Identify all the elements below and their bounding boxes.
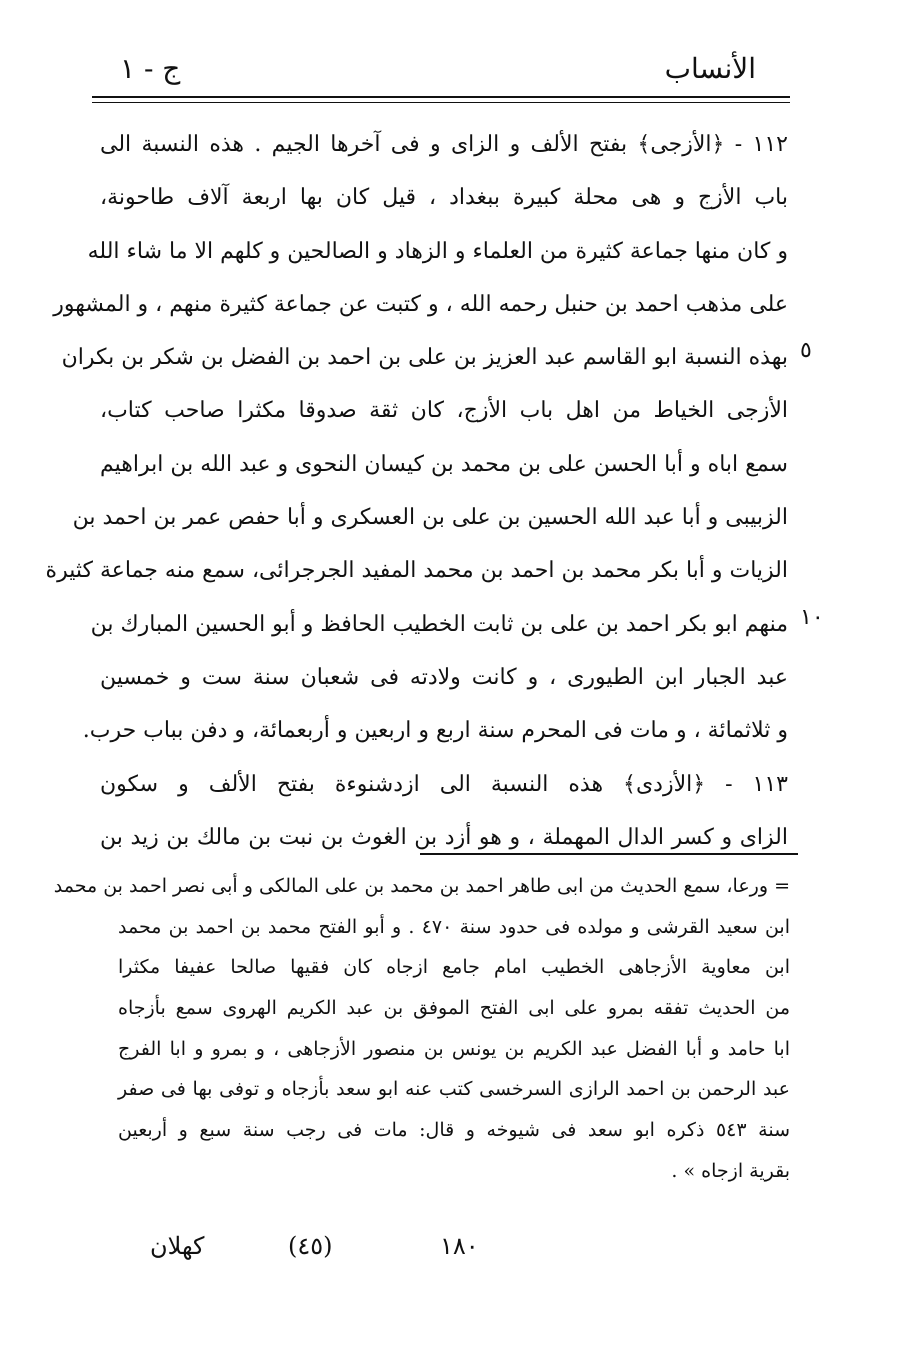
text-line: عبد الجبار ابن الطيورى ، و كانت ولادته فى شعبان سنة ست و خمسين	[100, 664, 788, 690]
header-rule-thin	[92, 102, 790, 103]
signature-mark: (٤٥)	[288, 1232, 333, 1260]
section-name: كهلان	[150, 1232, 205, 1260]
text-line: الزبيبى و أبا عبد الله الحسين بن على بن العسكرى و أبا حفص عمر بن احمد بن	[72, 505, 788, 531]
footnote-line: ابا حامد و أبا الفضل عبد الكريم بن يونس بن منصور الأزجاهى ، و بمرو و ابا الفرج	[118, 1037, 790, 1060]
main-text	[45, 118, 788, 864]
text-line: و ثلاثمائة ، و مات فى المحرم سنة اربع و اربعين و أربعمائة، و دفن بباب حرب.	[82, 718, 788, 744]
line-number-5: ٥	[800, 338, 812, 363]
header-rule	[92, 96, 790, 98]
text-line: سمع اباه و أبا الحسن على بن محمد بن كيسان النحوى و عبد الله بن ابراهيم	[100, 451, 788, 477]
footnote-line: عبد الرحمن بن احمد الرازى السرخسى كتب عنه ابو سعد بأزجاه و توفى بها فى صفر	[118, 1078, 790, 1101]
footnote-line: ابن سعيد القرشى و مولده فى حدود سنة ٤٧٠ . و أبو الفتح محمد بن احمد بن محمد	[118, 915, 790, 938]
text-line: باب الأزج و هى محلة كبيرة ببغداد ، قيل كان بها اربعة آلاف طاحونة،	[100, 185, 788, 211]
page-number: ١٨٠	[440, 1232, 479, 1260]
text-line: منهم ابو بكر احمد بن على بن ثابت الخطيب الحافظ و أبو الحسين المبارك بن	[90, 611, 788, 637]
footnote-line: = ورعا، سمع الحديث من ابى طاهر احمد بن محمد بن على المالكى و أبى نصر احمد بن محمد	[53, 875, 790, 897]
footnote-line: من الحديث تفقه بمرو على ابى الفتح الموفق بن عبد الكريم الهروى سمع بأزجاه	[118, 997, 790, 1020]
text-line: ١١٢ - ﴿الأزجى﴾ بفتح الألف و الزاى و فى آخرها الجيم . هذه النسبة الى	[100, 132, 788, 157]
footnote-line: ابن معاوية الأزجاهى الخطيب امام جامع ازجاه كان فقيها صالحا عفيفا مكثرا	[118, 956, 790, 979]
running-title: الأنساب	[664, 52, 756, 85]
footnote-line: سنة ٥٤٣ ذكره ابو سعد فى شيوخه و قال: مات فى رجب سنة سبع و أربعين	[118, 1119, 790, 1142]
footnote	[53, 866, 790, 1192]
text-line: على مذهب احمد بن حنبل رحمه الله ، و كتبت عن جماعة كثيرة منهم ، و المشهور	[53, 291, 788, 317]
text-line: بهذه النسبة ابو القاسم عبد العزيز بن على بن احمد بن الفضل بن شكر بن بكران	[61, 345, 788, 371]
text-line: ١١٣ - ﴿الأزدى﴾ هذه النسبة الى ازدشنوءة بفتح الألف و سكون	[100, 771, 788, 797]
footnote-rule	[420, 853, 798, 855]
footnote-line: بقرية ازجاه » .	[671, 1159, 790, 1182]
text-line: الأزجى الخياط من اهل باب الأزج، كان ثقة صدوقا مكثرا صاحب كتاب،	[100, 398, 788, 424]
text-line: و كان منها جماعة كثيرة من العلماء و الزهاد و الصالحين و كلهم الا ما شاء الله	[87, 238, 788, 264]
volume-label: ج - ١	[120, 52, 181, 85]
text-line: الزاى و كسر الدال المهملة ، و هو أزد بن الغوث بن نبت بن مالك بن زيد بن	[100, 824, 788, 850]
text-line: الزيات و أبا بكر محمد بن احمد بن محمد المفيد الجرجرائى، سمع منه جماعة كثيرة	[45, 558, 788, 584]
line-number-10: ١٠	[800, 605, 824, 630]
